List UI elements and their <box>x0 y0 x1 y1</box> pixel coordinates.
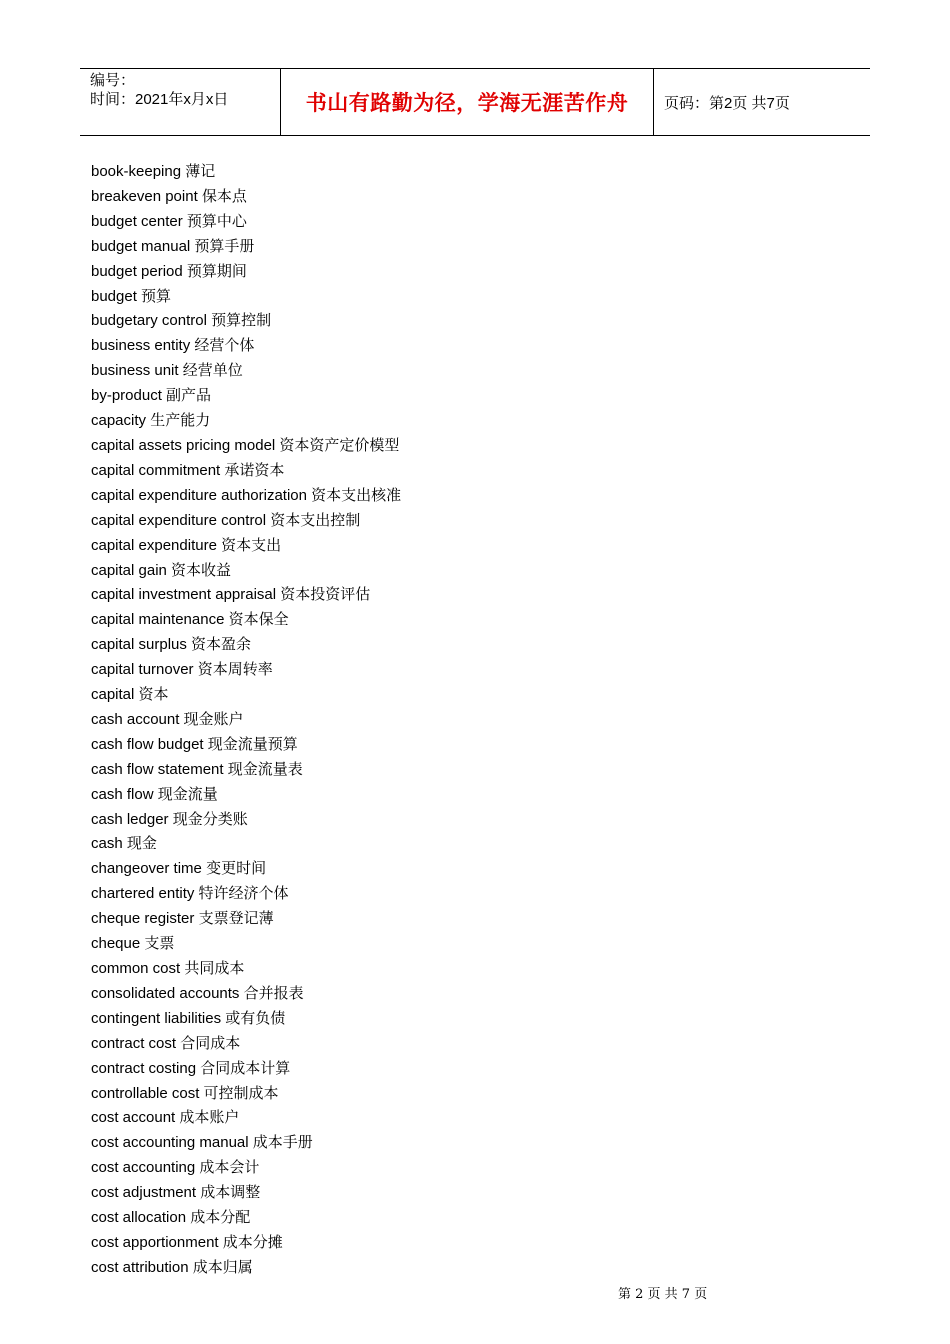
glossary-entry: breakeven point 保本点 <box>91 187 247 205</box>
glossary-list <box>91 160 401 1281</box>
glossary-entry: cash account 现金账户 <box>91 710 244 728</box>
glossary-entry: capital maintenance 资本保全 <box>91 611 289 629</box>
glossary-entry: budgetary control 预算控制 <box>91 312 272 330</box>
header-page-info: 页码：第2页 共7页 <box>664 94 790 112</box>
glossary-entry: cost attribution 成本归属 <box>91 1258 253 1276</box>
glossary-entry: by-product 副产品 <box>91 387 212 405</box>
glossary-entry: cash 现金 <box>91 835 157 853</box>
glossary-entry: capital surplus 资本盈余 <box>91 636 252 654</box>
glossary-entry: capital expenditure authorization 资本支出核准 <box>91 486 402 504</box>
glossary-entry: budget manual 预算手册 <box>91 237 255 255</box>
glossary-entry: capital investment appraisal 资本投资评估 <box>91 586 371 604</box>
glossary-entry: capital expenditure control 资本支出控制 <box>91 511 361 529</box>
glossary-entry: cheque register 支票登记薄 <box>91 910 274 928</box>
glossary-entry: chartered entity 特许经济个体 <box>91 885 289 903</box>
document-number-label: 编号： <box>90 72 136 89</box>
glossary-entry: capital commitment 承诺资本 <box>91 461 285 479</box>
header-motto: 书山有路勤为径，学海无涯苦作舟 <box>281 69 654 135</box>
glossary-entry: cash flow statement 现金流量表 <box>91 760 303 778</box>
glossary-entry: contingent liabilities 或有负债 <box>91 1009 286 1027</box>
document-time-label: 时间：2021年x月x日 <box>90 91 229 108</box>
glossary-entry: budget period 预算期间 <box>91 262 247 280</box>
glossary-entry: cash flow budget 现金流量预算 <box>91 735 298 753</box>
glossary-entry: cost accounting manual 成本手册 <box>91 1134 313 1152</box>
glossary-entry: capital assets pricing model 资本资产定价模型 <box>91 436 400 454</box>
glossary-entry: cost accounting 成本会计 <box>91 1159 260 1177</box>
glossary-entry: capital 资本 <box>91 686 169 704</box>
glossary-entry: business unit 经营单位 <box>91 362 243 380</box>
page-footer: 第 2 页 共 7 页 <box>618 1287 708 1302</box>
glossary-entry: capacity 生产能力 <box>91 412 211 430</box>
glossary-entry: consolidated accounts 合并报表 <box>91 984 304 1002</box>
glossary-entry: capital turnover 资本周转率 <box>91 661 273 679</box>
glossary-entry: contract cost 合同成本 <box>91 1034 241 1052</box>
glossary-entry: book-keeping 薄记 <box>91 163 216 180</box>
glossary-entry: capital expenditure 资本支出 <box>91 536 282 554</box>
glossary-entry: cash ledger 现金分类账 <box>91 810 248 828</box>
glossary-entry: cost adjustment 成本调整 <box>91 1184 261 1202</box>
glossary-entry: controllable cost 可控制成本 <box>91 1084 279 1102</box>
glossary-entry: contract costing 合同成本计算 <box>91 1059 291 1077</box>
glossary-entry: budget center 预算中心 <box>91 212 247 230</box>
glossary-entry: common cost 共同成本 <box>91 960 245 977</box>
glossary-entry: cash flow 现金流量 <box>91 785 218 803</box>
glossary-entry: cheque 支票 <box>91 935 175 953</box>
glossary-entry: changeover time 变更时间 <box>91 860 267 878</box>
glossary-entry: cost allocation 成本分配 <box>91 1209 251 1227</box>
page-header <box>80 68 870 136</box>
glossary-entry: budget 预算 <box>91 287 172 305</box>
header-meta <box>80 69 281 135</box>
glossary-entry: business entity 经营个体 <box>91 337 255 355</box>
glossary-entry: cost apportionment 成本分摊 <box>91 1233 283 1251</box>
glossary-entry: cost account 成本账户 <box>91 1109 240 1127</box>
glossary-entry: capital gain 资本收益 <box>91 561 232 579</box>
